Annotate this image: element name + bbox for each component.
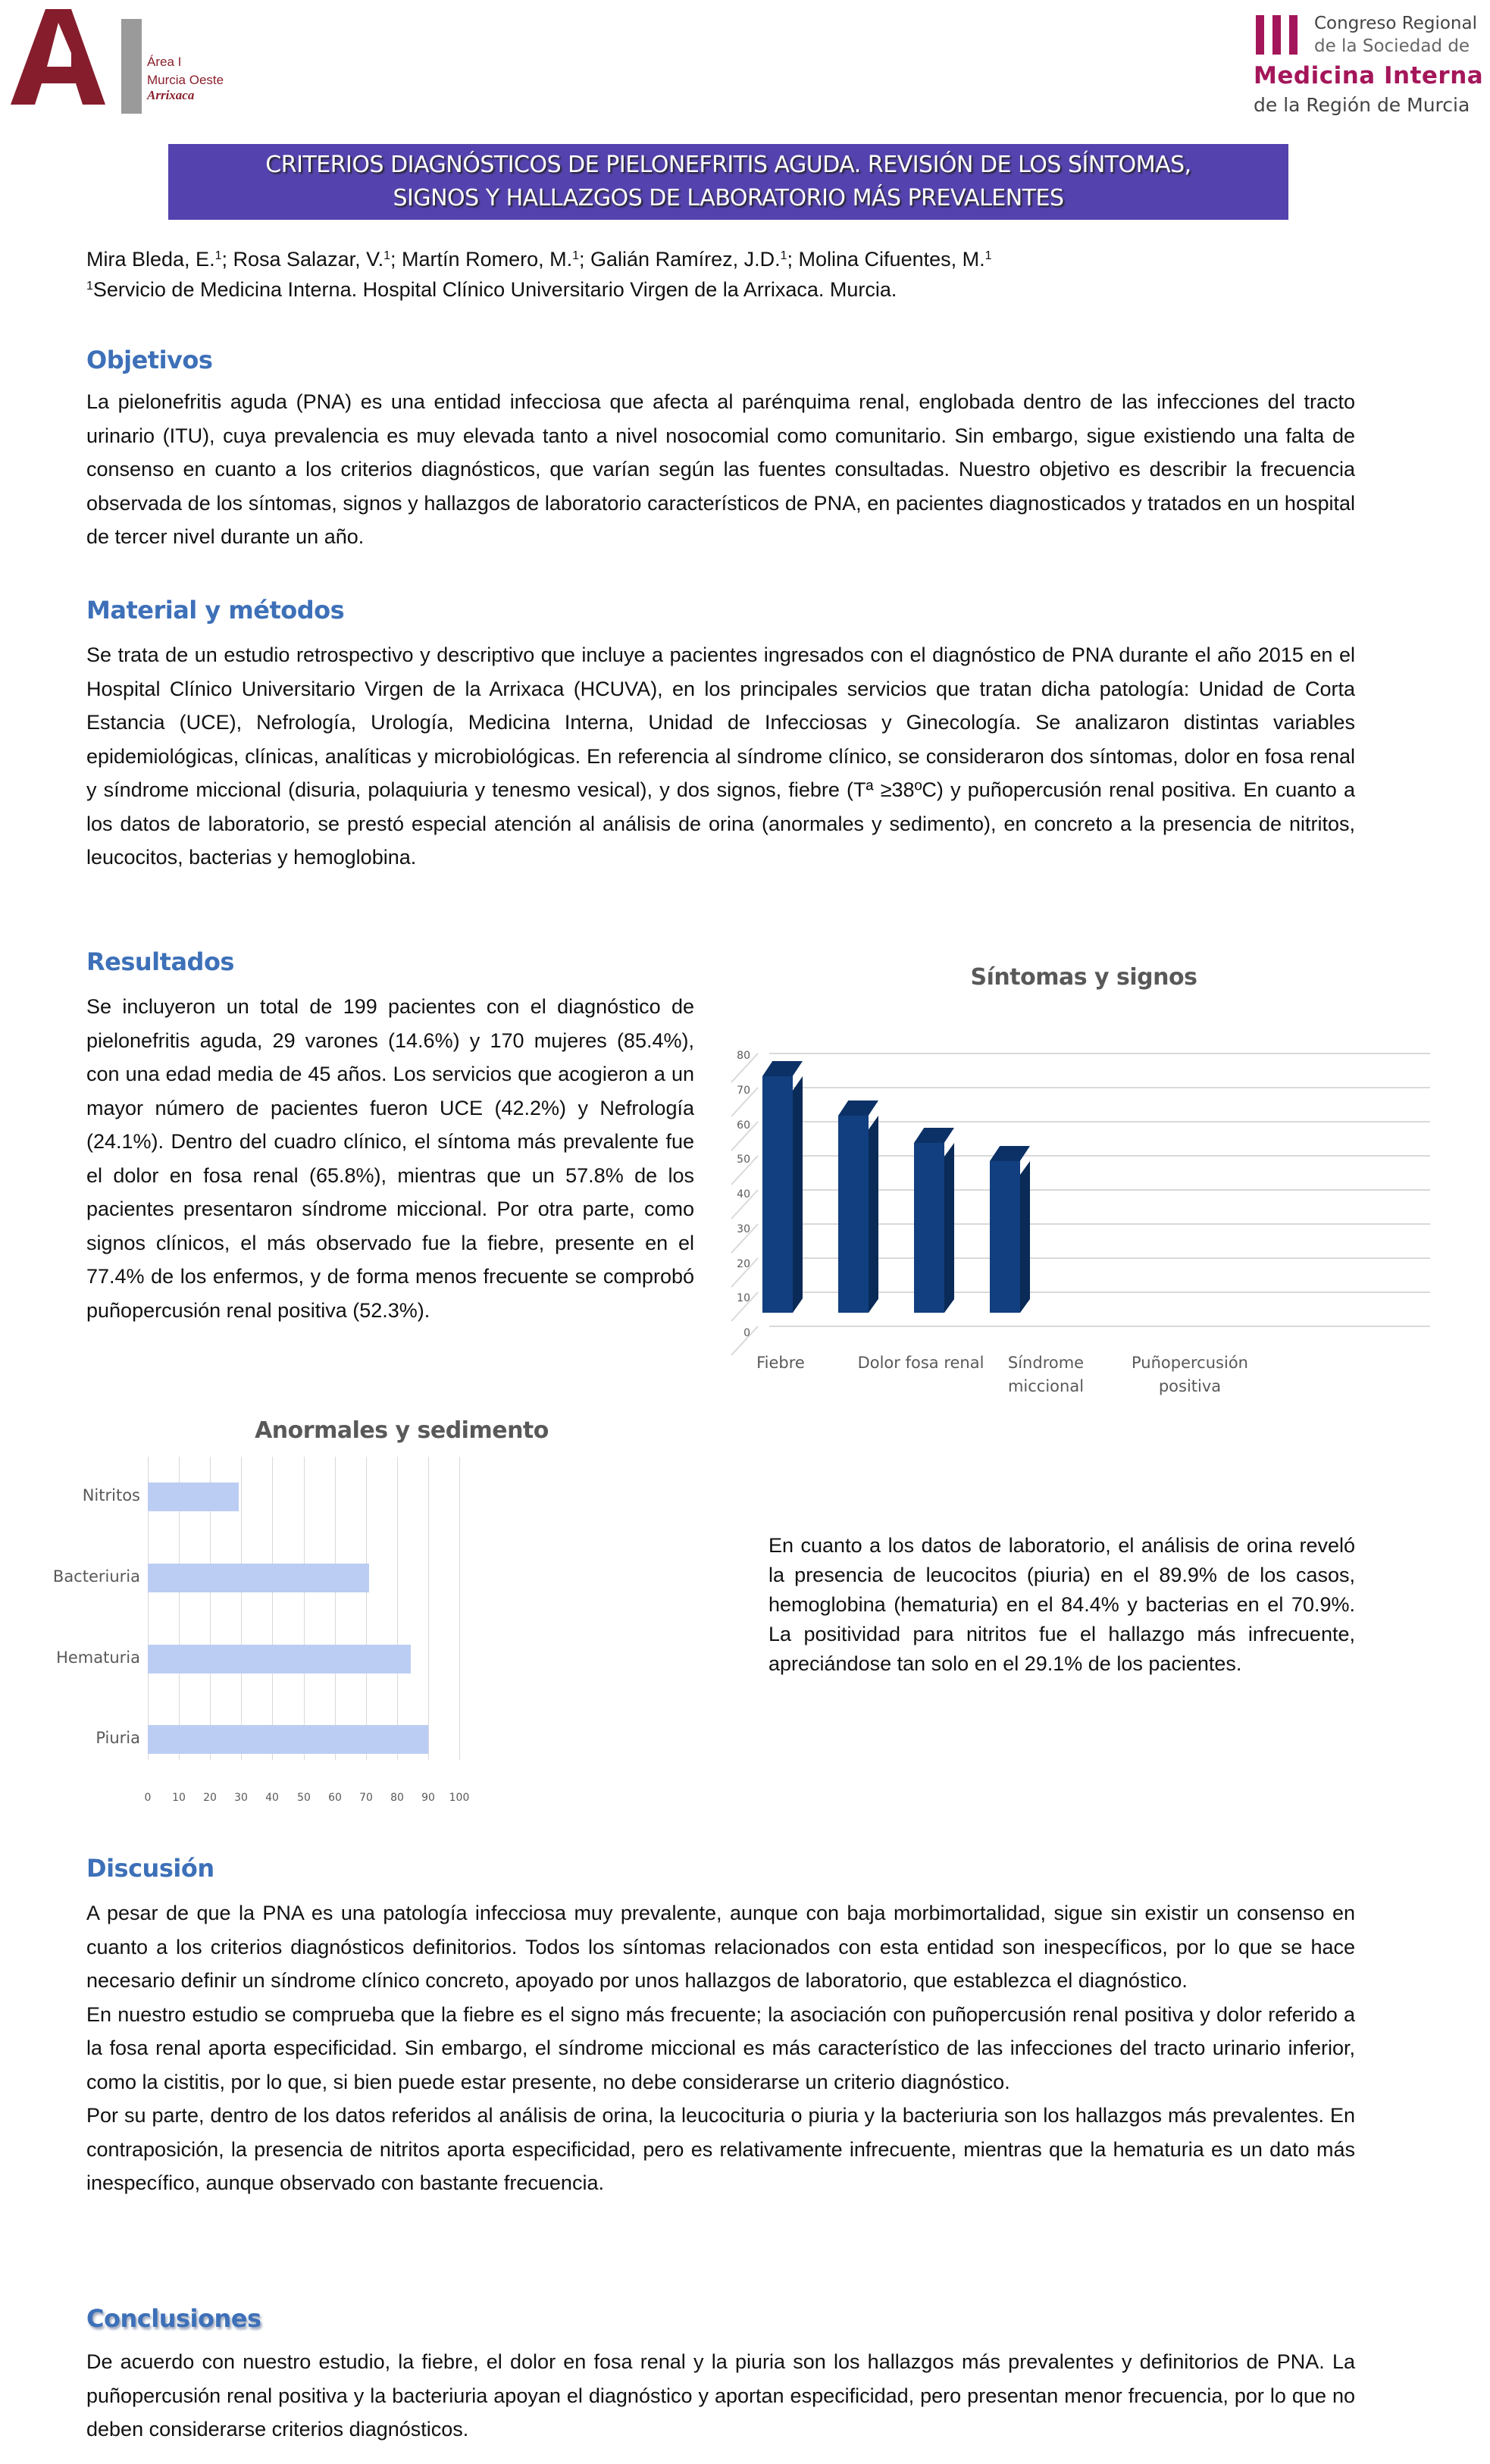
x-tick: 40	[265, 1792, 279, 1804]
roman-numeral-iii-icon	[1256, 15, 1306, 58]
material-text: Se trata de un estudio retrospectivo y descriptivo que incluye a pacientes ingresados con el diagnóstico de PNA durante el año 2015 en el Hospital Clínico Universitario Virgen de la Arrixaca (HCUVA), en los principales servicios que tratan dicha patología: Unidad de Corta Estancia (UCE), Nefrología, Urología, Medicina Interna, Unidad de Infecciosas y Ginecología. Se analizaron distintas variables epidemiológicas, clínicas, analíticas y microbiológicas. En referencia al síndrome clínico, se consideraron dos síntomas, dolor en fosa renal y síndrome miccional (disuria, polaquiuria y tenesmo vesical), y dos signos, fiebre (Tª ≥38ºC) y puñopercusión renal positiva. En cuanto a los datos de laboratorio, se prestó especial atención al análisis de orina (anormales y sedimento), en concreto a la presencia de nitritos, leucocitos, bacterias y hemoglobina.	[86, 643, 1355, 869]
discusion-paragraph: En nuestro estudio se comprueba que la fiebre es el signo más frecuente; la asociación con puñopercusión renal positiva y dolor referido a la fosa renal aporta especificidad. Sin embargo, el síndrome miccional es más característico de las infecciones del tracto urinario inferior, como la cistitis, por lo que, si bien puede estar presente, no debe considerarse un criterio diagnóstico.	[86, 2002, 1355, 2093]
discusion-body	[86, 1896, 1355, 2200]
x-tick: 50	[297, 1792, 311, 1804]
x-category-dolor: Dolor fosa renal	[857, 1354, 984, 1372]
bar-bacteriuria	[148, 1564, 369, 1592]
chart-anormales-sedimento	[52, 1402, 728, 1827]
bar-piuria	[148, 1725, 428, 1754]
x-tick: 100	[449, 1792, 470, 1804]
x-tick: 80	[390, 1792, 404, 1804]
bar-nitritos	[148, 1482, 239, 1511]
conclusiones-text: De acuerdo con nuestro estudio, la fiebre, el dolor en fosa renal y la piuria son los hallazgos más prevalentes y definitorios de PNA. La puñopercusión renal positiva y la bacteriuria apoyan el diagnóstico y aportan especificidad, pero presentan menor frecuencia, por lo que no deben considerarse criterios diagnósticos.	[86, 2350, 1355, 2441]
discusion-paragraph: A pesar de que la PNA es una patología infecciosa muy prevalente, aunque con baja morbimortalidad, sigue sin existir un consenso en cuanto a los criterios diagnósticos definitorios. Todos los síntomas relacionados con esta entidad son inespecíficos, por lo que se hace necesario definir un síndrome clínico concreto, apoyado por unos hallazgos de laboratorio, que establezca el diagnóstico.	[86, 1902, 1355, 1992]
congress-line-1: Congreso Regional	[1314, 14, 1477, 33]
congress-line-3: Medicina Interna	[1254, 62, 1484, 89]
y-tick: 60	[737, 1119, 750, 1132]
affiliation: $^1$Servicio de Medicina Interna. Hospital Clínico Universitario Virgen de la Arrixaca. Murcia.	[86, 278, 897, 301]
y-category-bacteriuria: Bacteriuria	[52, 1567, 140, 1586]
section-heading-objetivos: Objetivos	[86, 346, 213, 374]
letter-a-logo-icon	[11, 9, 105, 105]
congress-line-2: de la Sociedad de	[1314, 36, 1470, 56]
x-tick: 60	[328, 1792, 342, 1804]
y-tick: 40	[737, 1188, 750, 1201]
title-banner	[168, 144, 1288, 220]
y-category-piuria: Piuria	[95, 1729, 140, 1747]
x-category-fiebre: Fiebre	[756, 1354, 805, 1372]
authors-block	[86, 244, 992, 305]
y-category-hematuria: Hematuria	[56, 1648, 140, 1667]
bar-hematuria	[148, 1645, 411, 1673]
x-tick: 90	[421, 1792, 435, 1804]
objetivos-text: La pielonefritis aguda (PNA) es una entidad infecciosa que afecta al parénquima renal, englobada dentro de las infecciones del tracto urinario (ITU), cuya prevalencia es muy elevada tanto a nivel nosocomial como comunitario. Sin embargo, sigue existiendo una falta de consenso en cuanto a los criterios diagnósticos, que varían según las fuentes consultadas. Nuestro objetivo es describir la frecuencia observada de los síntomas, signos y hallazgos de laboratorio característicos de PNA, en pacientes diagnosticados y tratados en un hospital de tercer nivel durante un año.	[86, 390, 1355, 548]
logo-grey-bar	[121, 19, 142, 114]
logo-region-text: Murcia Oeste	[147, 73, 224, 87]
resultados-lab-text: En cuanto a los datos de laboratorio, el análisis de orina reveló la presencia de leucocitos (piuria) en el 89.9% de los casos, hemoglobina (hematuria) en el 84.4% y bacterias en el 70.9%. La positividad para nitritos fue el hallazgo más infrecuente, apreciándose tan solo en el 29.1% de los pacientes.	[768, 1534, 1355, 1675]
area-i-logo	[11, 9, 238, 108]
y-tick: 30	[737, 1223, 750, 1235]
section-heading-discusion: Discusión	[86, 1854, 214, 1883]
x-tick: 30	[234, 1792, 248, 1804]
y-tick: 0	[743, 1327, 750, 1339]
x-category-sindrome: Síndrome miccional	[1007, 1354, 1085, 1395]
x-tick: 70	[359, 1792, 373, 1804]
x-category-punopercusion: Puñopercusión positiva	[1132, 1354, 1248, 1395]
section-heading-resultados: Resultados	[86, 947, 234, 976]
author-list: Mira Bleda, E.$^1$; Rosa Salazar, V.$^1$; Martín Romero, M.$^1$; Galián Ramírez, J.D.$^1$; Molina Cifuentes, M.$^1$	[86, 248, 992, 271]
chart-sintomas-signos	[720, 947, 1478, 1402]
y-tick: 10	[737, 1292, 750, 1304]
logo-hospital-text: Arrixaca	[147, 88, 195, 102]
section-heading-material: Material y métodos	[86, 596, 345, 625]
chart-grid	[720, 947, 1478, 1402]
x-tick: 10	[172, 1792, 186, 1804]
logo-area-text: Área I	[147, 55, 182, 69]
chart-title: Síntomas y signos	[970, 964, 1197, 991]
poster-title: CRITERIOS DIAGNÓSTICOS DE PIELONEFRITIS AGUDA. REVISIÓN DE LOS SÍNTOMAS, SIGNOS Y HALLAZGOS DE LABORATORIO MÁS PREVALENTES	[265, 152, 1191, 211]
y-category-nitritos: Nitritos	[82, 1486, 140, 1504]
section-heading-conclusiones: Conclusiones	[86, 2304, 261, 2333]
congress-line-4: de la Región de Murcia	[1254, 94, 1470, 116]
x-tick: 0	[144, 1792, 152, 1804]
resultados-text: Se incluyeron un total de 199 pacientes con el diagnóstico de pielonefritis aguda, 29 varones (14.6%) y 170 mujeres (85.4%), con una edad media de 45 años. Los servicios que acogieron a un mayor número de pacientes fueron UCE (42.2%) y Nefrología (24.1%). Dentro del cuadro clínico, el síntoma más prevalente fue el dolor en fosa renal (65.8%), mientras que un 57.8% de los pacientes presentaron síndrome miccional. Por otra parte, como signos clínicos, el más observado fue la fiebre, presente en el 77.4% de los enfermos, y de forma menos frecuente se comprobó puñopercusión renal positiva (52.3%).	[86, 995, 694, 1322]
discusion-paragraph: Por su parte, dentro de los datos referidos al análisis de orina, la leucocituria o piuria y la bacteriuria son los hallazgos más prevalentes. En contraposición, la presencia de nitritos aporta especificidad, pero es relativamente infrecuente, mientras que la hematuria es un dato más inespecífico, aunque observado con bastante frecuencia.	[86, 2104, 1355, 2194]
y-tick: 70	[737, 1085, 750, 1097]
y-tick: 20	[737, 1258, 750, 1270]
congress-logo	[1251, 9, 1485, 115]
x-tick: 20	[203, 1792, 217, 1804]
y-tick: 50	[737, 1154, 750, 1166]
y-tick: 80	[737, 1050, 750, 1062]
chart-title: Anormales y sedimento	[255, 1417, 549, 1444]
